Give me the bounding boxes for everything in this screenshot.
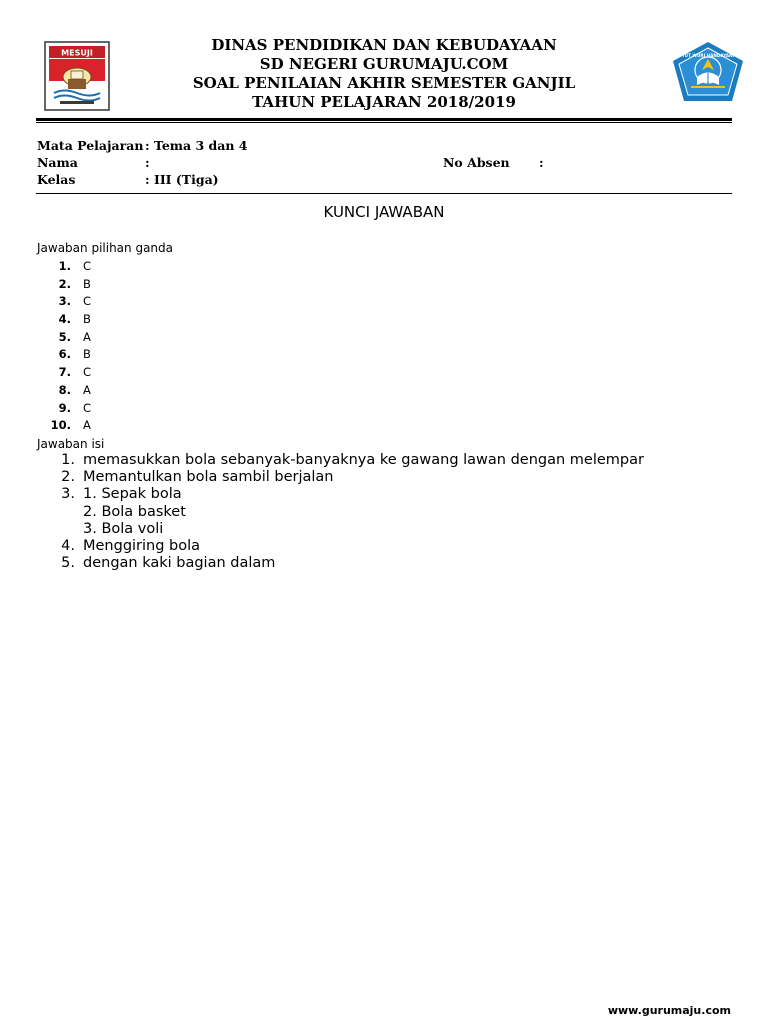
svg-text:TUT WURI HANDAYANI: TUT WURI HANDAYANI xyxy=(681,53,735,58)
item-number: 8. xyxy=(58,382,71,397)
mesuji-logo xyxy=(44,41,110,111)
tut-wuri-handayani-logo xyxy=(667,37,749,111)
item-number: 4. xyxy=(58,312,71,327)
list-item xyxy=(37,329,337,347)
item-number: 2. xyxy=(61,469,75,486)
svg-text:MESUJI: MESUJI xyxy=(61,48,93,58)
item-answer: dengan kaki bagian dalam xyxy=(83,555,276,572)
letterhead-line-3: SOAL PENILAIAN AKHIR SEMESTER GANJIL xyxy=(192,74,576,92)
subject-row xyxy=(37,137,737,154)
list-item xyxy=(37,469,737,486)
name-label: Nama xyxy=(37,155,78,170)
class-value: : III (Tiga) xyxy=(145,172,219,187)
item-number: 2. xyxy=(58,276,71,291)
footer-website: www.gurumaju.com xyxy=(607,1004,731,1017)
header-rule-thick xyxy=(36,118,732,121)
absen-value: : xyxy=(539,155,544,170)
list-item xyxy=(37,417,337,435)
item-answer: memasukkan bola sebanyak-banyaknya ke gawang lawan dengan melempar xyxy=(83,452,644,468)
absen-label: No Absen xyxy=(443,155,510,170)
list-item xyxy=(37,382,337,400)
list-item xyxy=(37,293,337,311)
letterhead xyxy=(150,36,618,112)
list-item xyxy=(37,504,737,521)
multiple-choice-label: Jawaban pilihan ganda xyxy=(37,241,173,255)
item-answer: C xyxy=(83,400,92,415)
class-label: Kelas xyxy=(37,172,76,187)
item-number: 9. xyxy=(58,400,71,415)
item-number: 3. xyxy=(58,294,71,309)
class-row xyxy=(37,171,737,188)
list-item xyxy=(37,452,737,469)
list-item xyxy=(37,311,337,329)
subject-value: : Tema 3 dan 4 xyxy=(145,138,248,153)
item-number: 1. xyxy=(58,259,71,273)
letterhead-line-2: SD NEGERI GURUMAJU.COM xyxy=(259,55,509,73)
identity-rule xyxy=(36,193,732,194)
item-number: 4. xyxy=(61,537,75,554)
item-number: 6. xyxy=(58,347,71,362)
list-item xyxy=(37,346,337,364)
list-item xyxy=(37,276,337,294)
list-item xyxy=(37,400,337,418)
list-item xyxy=(37,364,337,382)
item-answer: B xyxy=(83,312,91,327)
multiple-choice-list xyxy=(37,258,337,435)
item-number: 1. xyxy=(61,452,75,468)
item-answer: B xyxy=(83,276,91,291)
essay-label: Jawaban isi xyxy=(37,437,105,451)
letterhead-line-4: TAHUN PELAJARAN 2018/2019 xyxy=(252,93,516,111)
item-answer: C xyxy=(83,259,92,273)
item-number: 3. xyxy=(61,486,75,503)
item-answer: 3. Bola voli xyxy=(83,520,164,537)
list-item xyxy=(37,486,737,503)
item-answer: A xyxy=(83,329,91,344)
name-row xyxy=(37,154,737,171)
item-answer: 1. Sepak bola xyxy=(83,486,182,503)
item-answer: C xyxy=(83,365,92,380)
letterhead-line-1: DINAS PENDIDIKAN DAN KEBUDAYAAN xyxy=(211,36,557,54)
name-value: : xyxy=(145,155,150,170)
item-number: 5. xyxy=(58,329,71,344)
item-answer: A xyxy=(83,382,91,397)
page-title: KUNCI JAWABAN xyxy=(323,203,445,221)
list-item xyxy=(37,521,737,538)
subject-label: Mata Pelajaran xyxy=(37,138,144,153)
list-item xyxy=(37,555,737,572)
item-answer: Memantulkan bola sambil berjalan xyxy=(83,469,334,486)
item-number: 10. xyxy=(50,418,71,433)
item-number: 7. xyxy=(58,365,71,380)
item-answer: 2. Bola basket xyxy=(83,503,186,520)
student-identity xyxy=(37,137,737,188)
list-item xyxy=(37,538,737,555)
essay-list xyxy=(37,452,737,572)
item-answer: B xyxy=(83,347,91,362)
header-rule-thin xyxy=(36,122,732,123)
list-item xyxy=(37,258,337,276)
item-answer: A xyxy=(83,418,91,433)
item-answer: Menggiring bola xyxy=(83,537,201,554)
item-answer: C xyxy=(83,294,92,309)
item-number: 5. xyxy=(61,555,75,572)
